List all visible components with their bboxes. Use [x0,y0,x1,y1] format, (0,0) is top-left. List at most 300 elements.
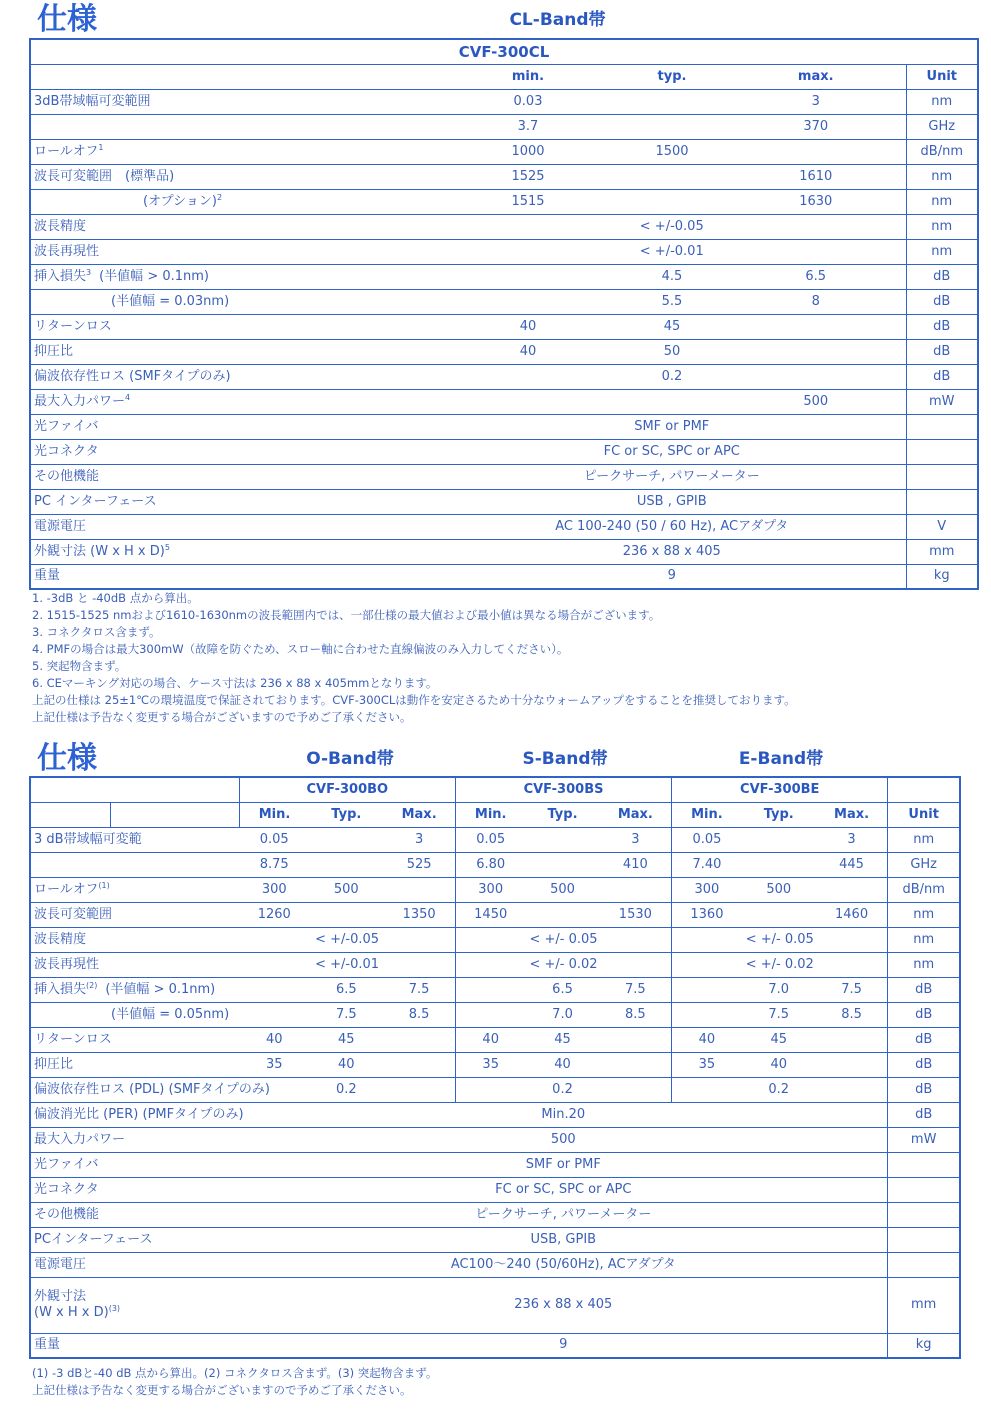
spec-unit: dB [888,1077,960,1102]
header-min: Min. [455,802,525,827]
spec-typ [618,89,726,114]
header-unit: Unit [906,64,978,89]
header-max: Max. [383,802,455,827]
spec-unit [888,1227,960,1252]
header-row [30,64,978,89]
row-label [30,464,438,489]
spec-max-o [383,1027,455,1052]
spec-typ-o: 6.5 [309,977,383,1002]
footnote-ref: 1 [98,142,104,152]
spec-unit: dB [888,1027,960,1052]
spec-value: FC or SC, SPC or APC [438,439,906,464]
spec-row [30,464,978,489]
spec-min-s [455,1002,525,1027]
spec-unit: V [906,514,978,539]
spec-min [438,364,618,389]
row-label-text: 偏波依存性ロス (PDL) (SMFタイプのみ) [34,1081,270,1097]
spec-typ: 1500 [618,139,726,164]
row-label [30,564,438,589]
row-label-text: (半値幅 = 0.05nm) [111,1006,230,1022]
band-title-o: O-Band帯 [306,749,394,769]
spec2-title: 仕様 [37,741,97,776]
spec-max-s: 1530 [600,902,672,927]
row-label [30,414,438,439]
row-label [30,514,438,539]
spec-typ-e: 7.5 [742,1002,816,1027]
spec-max-o: 7.5 [383,977,455,1002]
row-label [30,1077,270,1102]
spec-unit: dB [906,314,978,339]
spec-value: 236 x 88 x 405 [239,1277,888,1333]
footnote-ref: 5 [164,542,170,552]
spec-row [30,114,978,139]
header-max: Max. [816,802,888,827]
spec-value-o: < +/-0.05 [239,927,455,952]
header-unit: Unit [888,802,960,827]
row-label [30,1252,239,1277]
spec-unit [906,414,978,439]
spec-unit: nm [888,927,960,952]
footnote: 上記仕様は予告なく変更する場合がございますので予めご了承ください。 [32,1383,412,1397]
header-min: Min. [672,802,742,827]
spec-unit [906,439,978,464]
spec-min-o [239,977,309,1002]
spec-min [438,264,618,289]
spec-typ-s: 7.0 [525,1002,599,1027]
row-label-text: 電源電圧 [34,518,87,534]
spec-unit: dB [888,1102,960,1127]
spec-row [30,1177,960,1202]
row-label-text: ロールオフ [34,881,99,897]
spec-row [30,1227,960,1252]
spec-min-o: 35 [239,1052,309,1077]
footnote: 6. CEマーキング対応の場合、ケース寸法は 236 x 88 x 405mmとなります。 [32,676,438,690]
spec-row [30,852,960,877]
spec-min-e: 40 [672,1027,742,1052]
spec-max-e: 8.5 [816,1002,888,1027]
row-label [30,314,438,339]
row-label-text: 外観寸法 (W x H x D) [34,543,165,559]
row-label-text: 偏波消光比 (PER) (PMFタイプのみ) [34,1106,244,1122]
spec-row [30,1277,960,1333]
spec-typ-o [309,852,383,877]
header-blank [110,802,239,827]
model-name: CVF-300BE [672,777,888,802]
spec-min-o: 1260 [239,902,309,927]
footnote: 上記仕様は予告なく変更する場合がございますので予めご了承ください。 [32,710,412,724]
footnote-ref: (3) [108,1304,121,1313]
row-label [30,1152,239,1177]
row-label [30,339,438,364]
row-label-text: 波長再現性 [34,243,100,259]
spec-row [30,489,978,514]
row-label [30,877,239,902]
spec-min-e [672,977,742,1002]
band-title-cl: CL-Band帯 [509,10,606,30]
spec-value: ピークサーチ, パワーメーター [239,1202,888,1227]
spec-typ: 0.2 [618,364,726,389]
header-typ: typ. [618,64,726,89]
band-title-s: S-Band帯 [522,749,608,769]
spec-min-s: 0.05 [455,827,525,852]
spec-max-s: 8.5 [600,1002,672,1027]
spec-max-e [816,1052,888,1077]
spec-unit: dB [888,1002,960,1027]
spec-typ-e: 40 [742,1052,816,1077]
spec-max-o: 3 [383,827,455,852]
spec-min [438,389,618,414]
spec-max-e: 3 [816,827,888,852]
row-label-text: (オプション) [143,193,217,209]
spec-min-o: 300 [239,877,309,902]
spec-value: < +/-0.01 [438,239,906,264]
spec-typ-o: 40 [309,1052,383,1077]
spec-value: SMF or PMF [438,414,906,439]
spec-unit: mm [906,539,978,564]
spec2-notes [32,1365,437,1399]
row-label [30,89,438,114]
row-label [30,1127,239,1152]
spec-min-s: 6.80 [455,852,525,877]
row-label [30,289,438,314]
spec-min: 1515 [438,189,618,214]
footnote-ref: 4 [125,392,131,402]
row-label-text: 光ファイバ [34,1156,99,1172]
spec-min: 3.7 [438,114,618,139]
spec-row [30,314,978,339]
row-label-text: (半値幅 = 0.03nm) [111,293,230,309]
spec-row [30,89,978,114]
row-label-text: 波長再現性 [34,956,100,972]
spec-value: 9 [438,564,906,589]
row-label-text: 外観寸法 [34,1289,87,1304]
spec-unit: mW [906,389,978,414]
spec-value: FC or SC, SPC or APC [239,1177,888,1202]
spec-typ-s: 500 [525,877,599,902]
spec-row [30,1127,960,1152]
model-row [30,777,960,802]
spec-min-e [672,1002,742,1027]
spec-value-o: < +/-0.01 [239,952,455,977]
header-typ: Typ. [309,802,383,827]
spec-min-s: 40 [455,1027,525,1052]
spec-unit: GHz [888,852,960,877]
spec-min: 40 [438,314,618,339]
spec-row [30,1152,960,1177]
row-label-text: 偏波依存性ロス (SMFタイプのみ) [34,368,231,384]
spec-min-o: 40 [239,1027,309,1052]
row-label [30,164,438,189]
spec-max-o: 8.5 [383,1002,455,1027]
spec-typ-e: 45 [742,1027,816,1052]
header-row [30,802,960,827]
footnote: 5. 突起物含まず。 [32,659,127,673]
spec-value: 9 [239,1333,888,1358]
row-label-text: 抑圧比 [34,343,74,359]
spec-typ-o: 0.2 [309,1077,383,1102]
row-label [30,189,438,214]
spec-unit: nm [906,164,978,189]
spec-typ-o: 500 [309,877,383,902]
spec-max [726,139,906,164]
spec-unit: dB/nm [888,877,960,902]
row-label [30,264,438,289]
spec-unit: nm [888,952,960,977]
spec-unit: nm [906,214,978,239]
band-title-e: E-Band帯 [738,749,824,769]
spec-unit: nm [906,89,978,114]
spec-max: 3 [726,89,906,114]
spec-unit [906,464,978,489]
spec-min-o: 0.05 [239,827,309,852]
spec-value: SMF or PMF [239,1152,888,1177]
spec-max-e [816,877,888,902]
spec-min-e: 35 [672,1052,742,1077]
spec-row [30,539,978,564]
header-typ: Typ. [742,802,816,827]
spec-row [30,977,960,1002]
footnote-ref: 2 [216,192,223,202]
spec-row [30,952,960,977]
spec-row [30,339,978,364]
spec-typ-o [309,902,383,927]
row-label-condition: (半値幅 > 0.1nm) [99,268,209,284]
row-label-text: 光コネクタ [34,443,99,459]
spec-row [30,1027,960,1052]
spec-min-s: 300 [455,877,525,902]
spec-row [30,264,978,289]
spec-max-e [816,1027,888,1052]
row-label [30,1002,239,1027]
spec-max-s [600,1027,672,1052]
spec-unit: dB [906,264,978,289]
spec-row [30,239,978,264]
spec-typ-s [525,827,599,852]
spec-table-obands [29,776,961,1359]
row-label-text: 挿入損失 [34,268,87,284]
model-row [30,39,978,64]
row-label [30,239,438,264]
spec-max-o [383,877,455,902]
spec-unit: dB [906,289,978,314]
spec1-title: 仕様 [37,2,97,37]
spec-row [30,389,978,414]
spec-unit: dB [906,339,978,364]
row-label-text: 最大入力パワー [34,393,126,409]
spec-typ-o [309,827,383,852]
spec-typ-e [742,852,816,877]
row-label-condition: (半値幅 > 0.1nm) [105,981,216,997]
spec-unit: kg [906,564,978,589]
spec-typ [618,189,726,214]
spec-value-e: < +/- 0.05 [672,927,888,952]
spec-row [30,189,978,214]
spec-min-e: 1360 [672,902,742,927]
spec-unit: GHz [906,114,978,139]
row-label [30,1202,239,1227]
header-blank [888,777,960,802]
spec-typ-s: 0.2 [525,1077,599,1102]
row-label-text: ロールオフ [34,143,99,159]
spec-max-s [600,877,672,902]
spec-row [30,164,978,189]
spec-row [30,927,960,952]
spec-typ-o: 45 [309,1027,383,1052]
row-label-text: その他機能 [34,468,100,484]
spec-value: USB , GPIB [438,489,906,514]
row-label [30,1333,239,1358]
row-label-text: リターンロス [34,1031,112,1047]
spec-typ-s: 45 [525,1027,599,1052]
spec-min-e: 0.05 [672,827,742,852]
row-label-text: 重量 [34,1337,61,1353]
row-label-text: 3 dB帯域幅可変範 [34,831,142,847]
spec-row [30,414,978,439]
spec-typ: 45 [618,314,726,339]
spec1-notes [32,590,796,726]
spec-unit: dB [888,1052,960,1077]
row-label-text: 3dB帯域幅可変範囲 [34,93,151,109]
spec-value-s: < +/- 0.02 [455,952,671,977]
spec-row [30,439,978,464]
spec-unit [888,1202,960,1227]
spec-typ-o: 7.5 [309,1002,383,1027]
row-label [30,114,438,139]
spec-min-s: 35 [455,1052,525,1077]
spec-unit: nm [906,189,978,214]
spec-typ-e: 7.0 [742,977,816,1002]
spec-max-s [600,1077,672,1102]
spec-typ-s: 6.5 [525,977,599,1002]
header-min: min. [438,64,618,89]
row-label-condition: (W x H x D) [34,1305,109,1320]
footnote: 2. 1515-1525 nmおよび1610-1630nmの波長範囲内では、一部仕様の最大値および最小値は異なる場合がございます。 [32,608,661,622]
row-label [30,1227,239,1252]
header-min: Min. [239,802,309,827]
spec-unit [888,1152,960,1177]
spec-row [30,1077,960,1102]
model-name: CVF-300CL [30,39,978,64]
row-label [30,1277,239,1333]
spec-unit: dB [888,977,960,1002]
row-label [30,139,438,164]
spec-unit [888,1177,960,1202]
spec-value: 500 [239,1127,888,1152]
row-label-text: 抑圧比 [34,1056,74,1072]
spec-row [30,364,978,389]
spec-row [30,827,960,852]
row-label-text: 電源電圧 [34,1256,87,1272]
spec-value-e: < +/- 0.02 [672,952,888,977]
spec-max-o: 525 [383,852,455,877]
spec-max: 1630 [726,189,906,214]
spec-row [30,1333,960,1358]
spec-unit: mW [888,1127,960,1152]
row-label [30,952,239,977]
header-typ: Typ. [525,802,599,827]
row-label [30,1102,244,1127]
footnote-ref: 3 [86,267,92,277]
spec-max-s [600,1052,672,1077]
spec-max: 6.5 [726,264,906,289]
spec-row [30,902,960,927]
row-label [30,927,239,952]
spec-max-e: 445 [816,852,888,877]
spec-typ-s [525,852,599,877]
spec-table-cl [29,38,979,590]
spec-row [30,1102,960,1127]
row-label [30,902,239,927]
spec-min-o: 8.75 [239,852,309,877]
row-label [30,852,239,877]
row-label-text: 光ファイバ [34,418,99,434]
row-label-text: 波長精度 [34,218,87,234]
spec-value-s: < +/- 0.05 [455,927,671,952]
spec-min: 1000 [438,139,618,164]
spec-max [726,339,906,364]
spec-min: 0.03 [438,89,618,114]
spec-max: 8 [726,289,906,314]
spec-max [726,364,906,389]
footnote: (1) -3 dBと-40 dB 点から算出。(2) コネクタロス含まず。(3) 突起物含まず。 [32,1366,438,1380]
spec-value: 236 x 88 x 405 [438,539,906,564]
spec-typ-e: 0.2 [742,1077,816,1102]
spec-unit: dB/nm [906,139,978,164]
spec-value: USB, GPIB [239,1227,888,1252]
spec-max-o: 1350 [383,902,455,927]
spec-row [30,214,978,239]
spec-max: 1610 [726,164,906,189]
spec-min [438,289,618,314]
footnote: 3. コネクタロス含まず。 [32,625,161,639]
row-label-text: 最大入力パワー [34,1131,126,1147]
spec-value: < +/-0.05 [438,214,906,239]
spec-min-e: 7.40 [672,852,742,877]
header-blank [30,64,438,89]
footnote-ref: (1) [98,880,110,890]
row-label [30,1177,239,1202]
spec-typ-e [742,902,816,927]
spec-unit: dB [906,364,978,389]
spec-max-o [383,1077,455,1102]
spec-unit [906,489,978,514]
spec-min-s: 1450 [455,902,525,927]
spec-max-s: 7.5 [600,977,672,1002]
spec-max: 500 [726,389,906,414]
spec-typ: 4.5 [618,264,726,289]
row-label [30,1027,239,1052]
row-label [30,389,438,414]
footnote: 上記の仕様は 25±1℃の環境温度で保証されております。CVF-300CLは動作を安定さるため十分なウォームアップをすることを推奨しております。 [32,693,796,707]
row-label-text: 挿入損失 [34,981,87,997]
model-name: CVF-300BO [239,777,455,802]
spec-typ-s: 40 [525,1052,599,1077]
spec-value: AC100～240 (50/60Hz), ACアダプタ [239,1252,888,1277]
spec-unit [888,1252,960,1277]
footnote: 4. PMFの場合は最大300mW（故障を防ぐため、スロー軸に合わせた直線偏波のみ入力してください）。 [32,642,569,656]
spec-max-o [383,1052,455,1077]
row-label-text: 光コネクタ [34,1181,99,1197]
spec-typ [618,164,726,189]
spec-max-e: 7.5 [816,977,888,1002]
spec-unit: nm [888,902,960,927]
spec-min-o [239,1002,309,1027]
spec-unit: kg [888,1333,960,1358]
row-label [30,364,438,389]
spec-value: AC 100-240 (50 / 60 Hz), ACアダプタ [438,514,906,539]
spec-max: 370 [726,114,906,139]
footnote: 1. -3dB と -40dB 点から算出。 [32,591,199,605]
